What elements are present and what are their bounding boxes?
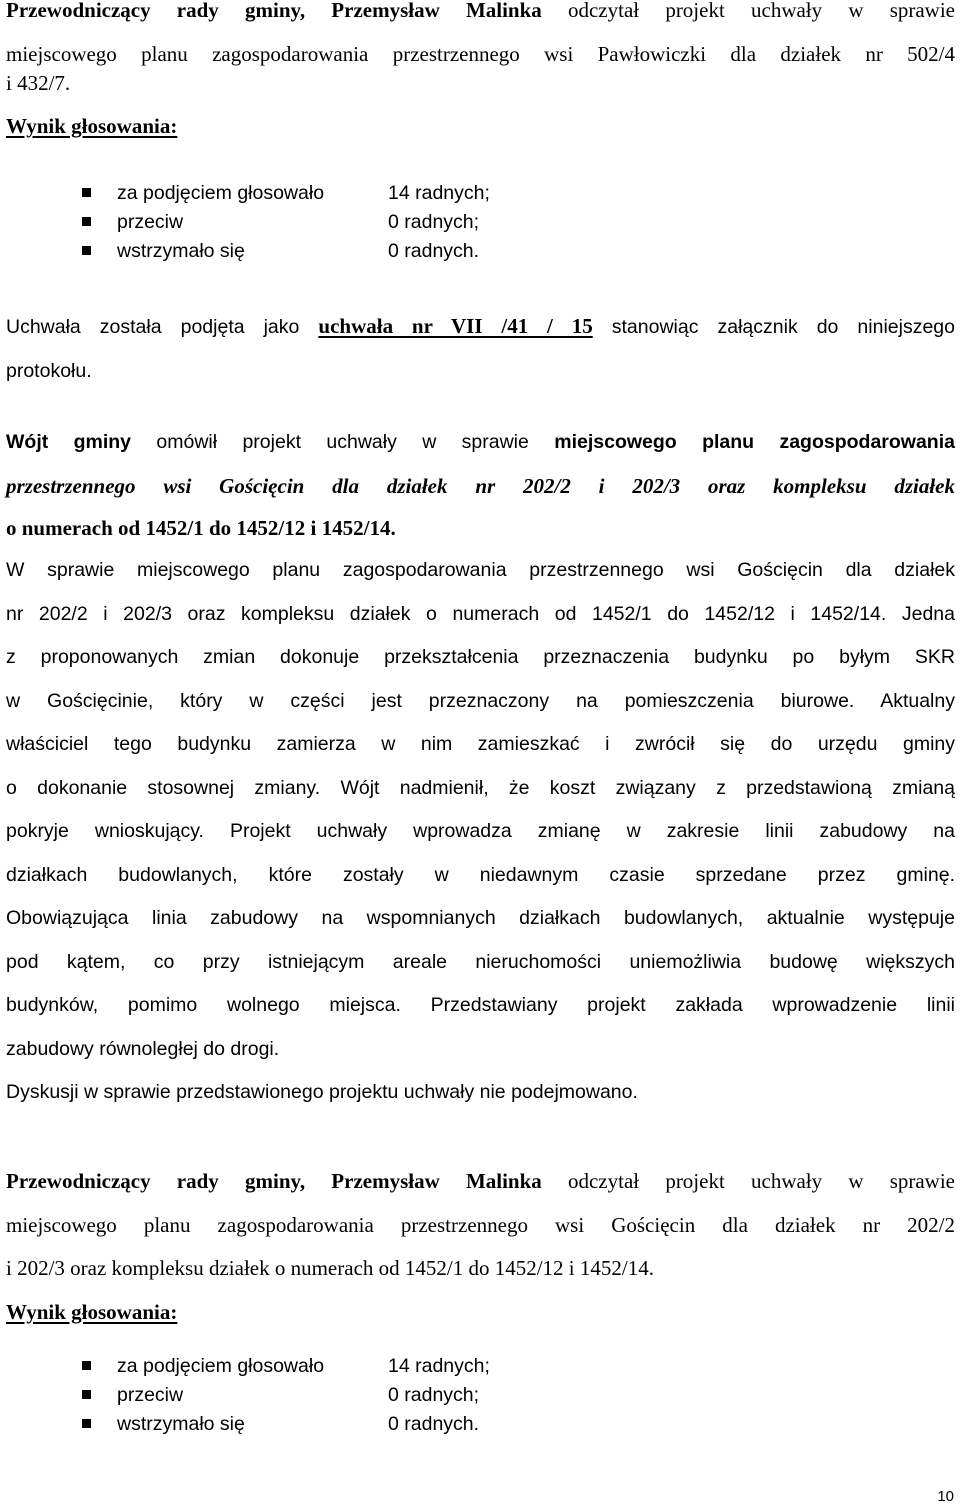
body-line: z proponowanych zmian dokonuje przekształcenia przeznaczenia budynku po byłym SKR: [6, 646, 955, 668]
vote-count: 0 radnych;: [388, 211, 480, 233]
vote-count: 0 radnych;: [388, 1384, 480, 1406]
chairman-name: Przewodniczący rady gminy, Przemysław Malinka: [6, 1169, 542, 1193]
vote-label: wstrzymało się: [117, 240, 245, 262]
chairman-name: Przewodniczący rady gminy, Przemysław Malinka: [6, 0, 542, 22]
topic-italic: przestrzennego wsi Gościęcin dla działek nr 202/2 i 202/3 oraz kompleksu działek: [6, 473, 955, 498]
vote-row: [6, 1352, 606, 1381]
intro-text: odczytał projekt uchwały w sprawie: [541, 0, 955, 22]
vote-count: 14 radnych;: [388, 182, 490, 204]
intro-line-3: i 432/7.: [6, 71, 71, 95]
intro-line-3: i 202/3 oraz kompleksu działek o numerach od 1452/1 do 1452/12 i 1452/14.: [6, 1256, 654, 1280]
vote-row: [6, 179, 606, 208]
vote-row: [6, 1410, 606, 1439]
intro-line-2: miejscowego planu zagospodarowania przestrzennego wsi Pawłowiczki dla działek nr 502/4: [6, 41, 955, 66]
vote-count: 0 radnych.: [388, 240, 480, 262]
bullet-icon: [82, 1419, 91, 1428]
page-number: 10: [937, 1488, 954, 1505]
bullet-icon: [82, 1361, 91, 1370]
vote-row: [6, 208, 606, 237]
wojt-line-1: [6, 421, 955, 465]
vote-row: [6, 1381, 606, 1410]
body-line-last: zabudowy równoległej do drogi.: [6, 1037, 280, 1060]
intro-line-1: [6, 1160, 955, 1204]
body-line: budynków, pomimo wolnego miejsca. Przedstawiany projekt zakłada wprowadzenie linii: [6, 994, 955, 1016]
resolution-pre: Uchwała została podjęta jako: [6, 316, 319, 338]
vote-label: przeciw: [117, 211, 184, 233]
section-2: [6, 421, 955, 1113]
vote-list-1: [6, 179, 606, 266]
vote-count: 0 radnych.: [388, 1413, 480, 1435]
resolution-line-2: protokołu.: [6, 360, 92, 382]
body-line: o dokonanie stosownej zmiany. Wójt nadmienił, że koszt związany z przedstawioną zmianą: [6, 776, 955, 799]
resolution-line-1: [6, 304, 955, 349]
body-line: W sprawie miejscowego planu zagospodarowania przestrzennego wsi Gościęcin dla działek: [6, 559, 955, 581]
intro-text: odczytał projekt uchwały w sprawie: [541, 1169, 955, 1193]
vote-list-2: [6, 1352, 606, 1439]
vote-label: wstrzymało się: [117, 1413, 245, 1435]
body-line: w Gościęcinie, który w części jest przeznaczony na pomieszczenia biurowe. Aktualny: [6, 689, 955, 712]
vote-row: [6, 237, 606, 266]
section-3: [6, 1160, 955, 1333]
vote-count: 14 radnych;: [388, 1355, 490, 1377]
body-line: działkach budowlanych, które zostały w niedawnym czasie sprzedane przez gminę.: [6, 863, 955, 886]
resolution-block: [6, 304, 955, 393]
bullet-icon: [82, 217, 91, 226]
topic-line-3: o numerach od 1452/1 do 1452/12 i 1452/14.: [6, 516, 396, 540]
body-line: pod kątem, co przy istniejącym areale nieruchomości uniemożliwia budowę większych: [6, 950, 955, 973]
vote-label: za podjęciem głosowało: [117, 1355, 325, 1377]
wojt-text: omówił projekt uchwały w sprawie: [131, 431, 555, 453]
intro-line-1: [6, 0, 955, 33]
topic-bold: miejscowego planu zagospodarowania: [554, 431, 955, 453]
bullet-icon: [82, 1390, 91, 1399]
vote-label: przeciw: [117, 1384, 184, 1406]
body-line: Obowiązująca linia zabudowy na wspomnianych działkach budowlanych, aktualnie występuje: [6, 907, 955, 929]
vote-heading: Wynik głosowania:: [6, 1299, 178, 1324]
section-1: [6, 0, 955, 145]
bullet-icon: [82, 188, 91, 197]
vote-heading: Wynik głosowania:: [6, 114, 178, 138]
resolution-number: uchwała nr VII /41 / 15: [318, 314, 593, 338]
intro-line-2: miejscowego planu zagospodarowania przestrzennego wsi Gościęcin dla działek nr 202/2: [6, 1212, 955, 1237]
body-line: pokryje wnioskujący. Projekt uchwały wprowadza zmianę w zakresie linii zabudowy na: [6, 820, 955, 842]
vote-label: za podjęciem głosowało: [117, 182, 325, 204]
discussion-line: Dyskusji w sprawie przedstawionego projektu uchwały nie podejmowano.: [6, 1081, 638, 1103]
body-line: nr 202/2 i 202/3 oraz kompleksu działek o numerach od 1452/1 do 1452/12 i 1452/14. Jedna: [6, 602, 955, 625]
wojt-label: Wójt gminy: [6, 431, 132, 453]
bullet-icon: [82, 246, 91, 255]
body-line: właściciel tego budynku zamierza w nim zamieszkać i zwrócił się do urzędu gminy: [6, 733, 955, 755]
resolution-post: stanowiąc załącznik do niniejszego: [592, 316, 955, 338]
